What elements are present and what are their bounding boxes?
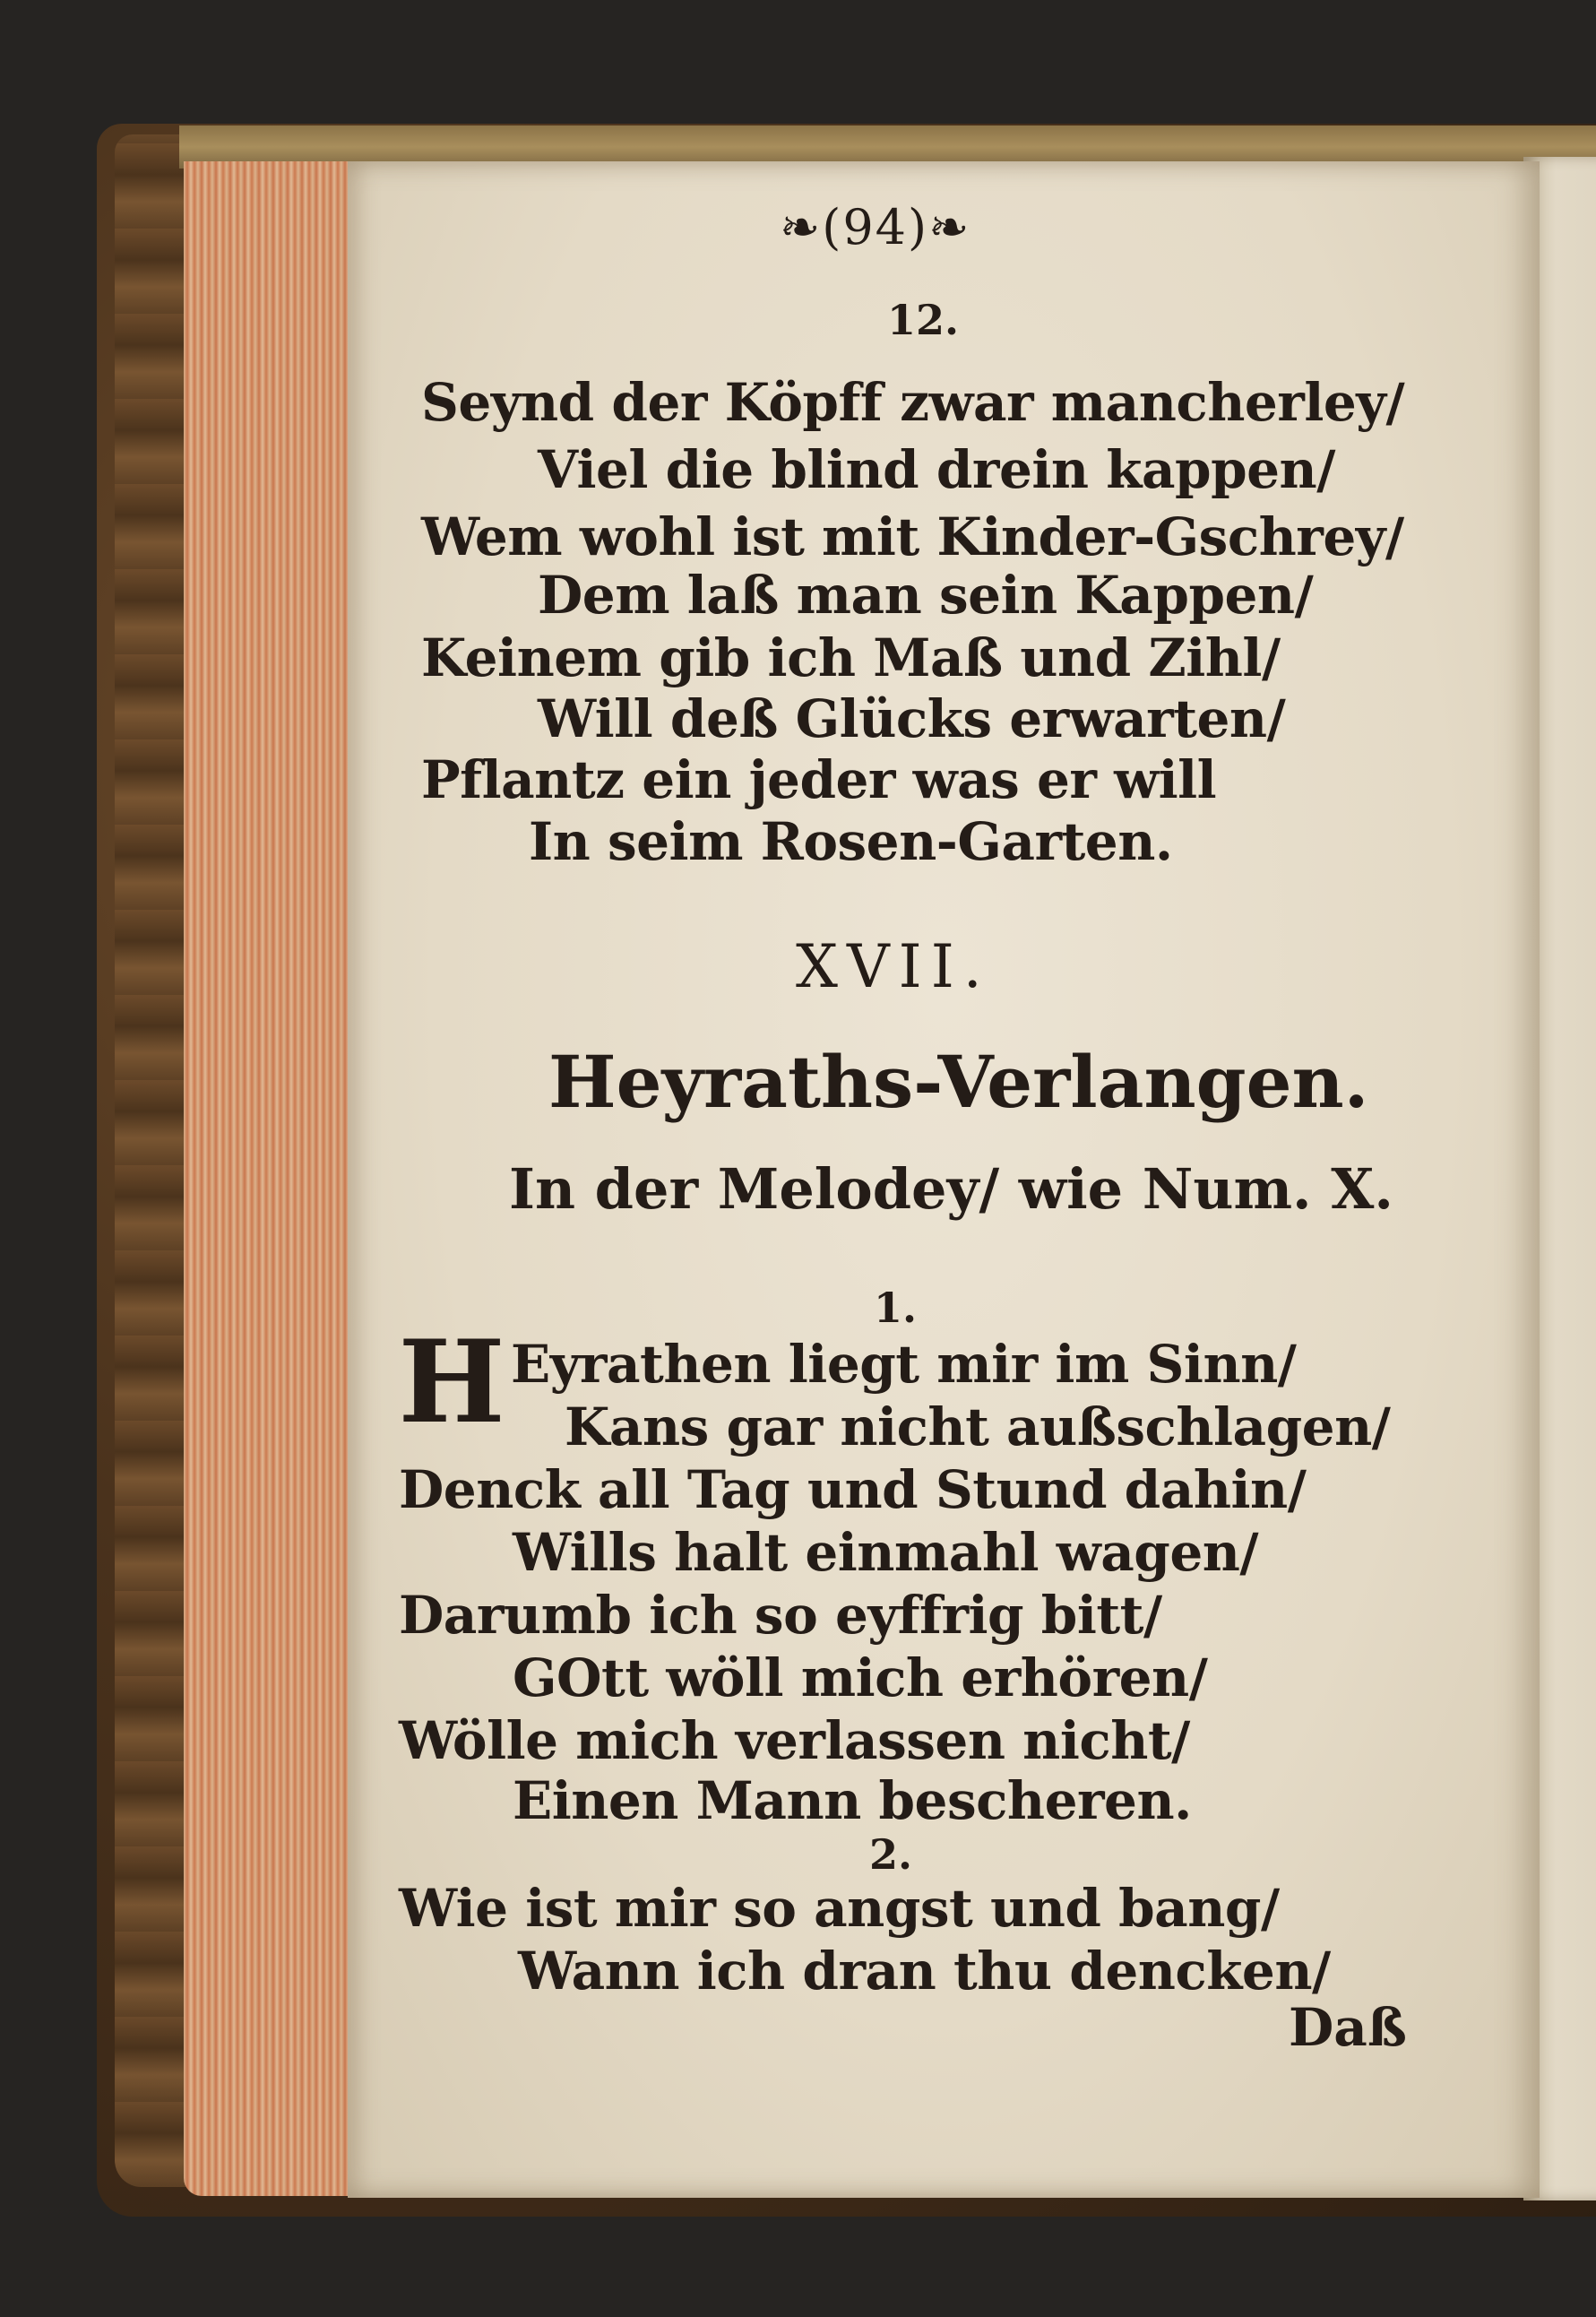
verse-line: Will deß Glücks erwarten/ xyxy=(538,688,1286,749)
verse-line: Dem laß man sein Kappen/ xyxy=(538,565,1314,626)
verse-line: Denck all Tag und Stund dahin/ xyxy=(399,1459,1307,1520)
verse-line: Kans gar nicht außschlagen/ xyxy=(565,1396,1391,1457)
decorated-initial: H xyxy=(398,1316,505,1448)
catchword: Daß xyxy=(1289,1997,1407,2058)
verse-line: Wem wohl ist mit Kinder-Gschrey/ xyxy=(421,506,1404,567)
stanza-number: 1. xyxy=(874,1284,918,1332)
stanza-number: 12. xyxy=(887,296,960,344)
verse-line: Keinem gib ich Maß und Zihl/ xyxy=(421,627,1281,688)
verse-line: Seynd der Köpff zwar mancherley/ xyxy=(421,372,1405,433)
verse-line: Wie ist mir so angst und bang/ xyxy=(399,1878,1280,1939)
page-block-edges xyxy=(184,161,349,2196)
verse-line: In seim Rosen-Garten. xyxy=(529,811,1173,872)
verse-line: Wann ich dran thu dencken/ xyxy=(518,1941,1331,2001)
melody-note: In der Melodey/ wie Num. X. xyxy=(509,1156,1393,1222)
song-number: XVII. xyxy=(796,932,991,1001)
verse-line: Einen Mann bescheren. xyxy=(513,1770,1192,1831)
verse-line: GOtt wöll mich erhören/ xyxy=(513,1647,1208,1708)
verse-line: Wölle mich verlassen nicht/ xyxy=(399,1710,1190,1771)
song-title: Heyraths-Verlangen. xyxy=(548,1040,1369,1124)
stanza-number: 2. xyxy=(869,1830,913,1879)
verse-line: Darumb ich so eyffrig bitt/ xyxy=(399,1585,1162,1646)
verse-line: Viel die blind drein kappen/ xyxy=(538,439,1335,500)
page-number-header: ❧(94)❧ xyxy=(780,199,971,255)
verse-line: Wills halt einmahl wagen/ xyxy=(513,1522,1259,1583)
verse-line: Pflantz ein jeder was er will xyxy=(421,749,1217,810)
verse-line: Eyrathen liegt mir im Sinn/ xyxy=(511,1334,1297,1395)
